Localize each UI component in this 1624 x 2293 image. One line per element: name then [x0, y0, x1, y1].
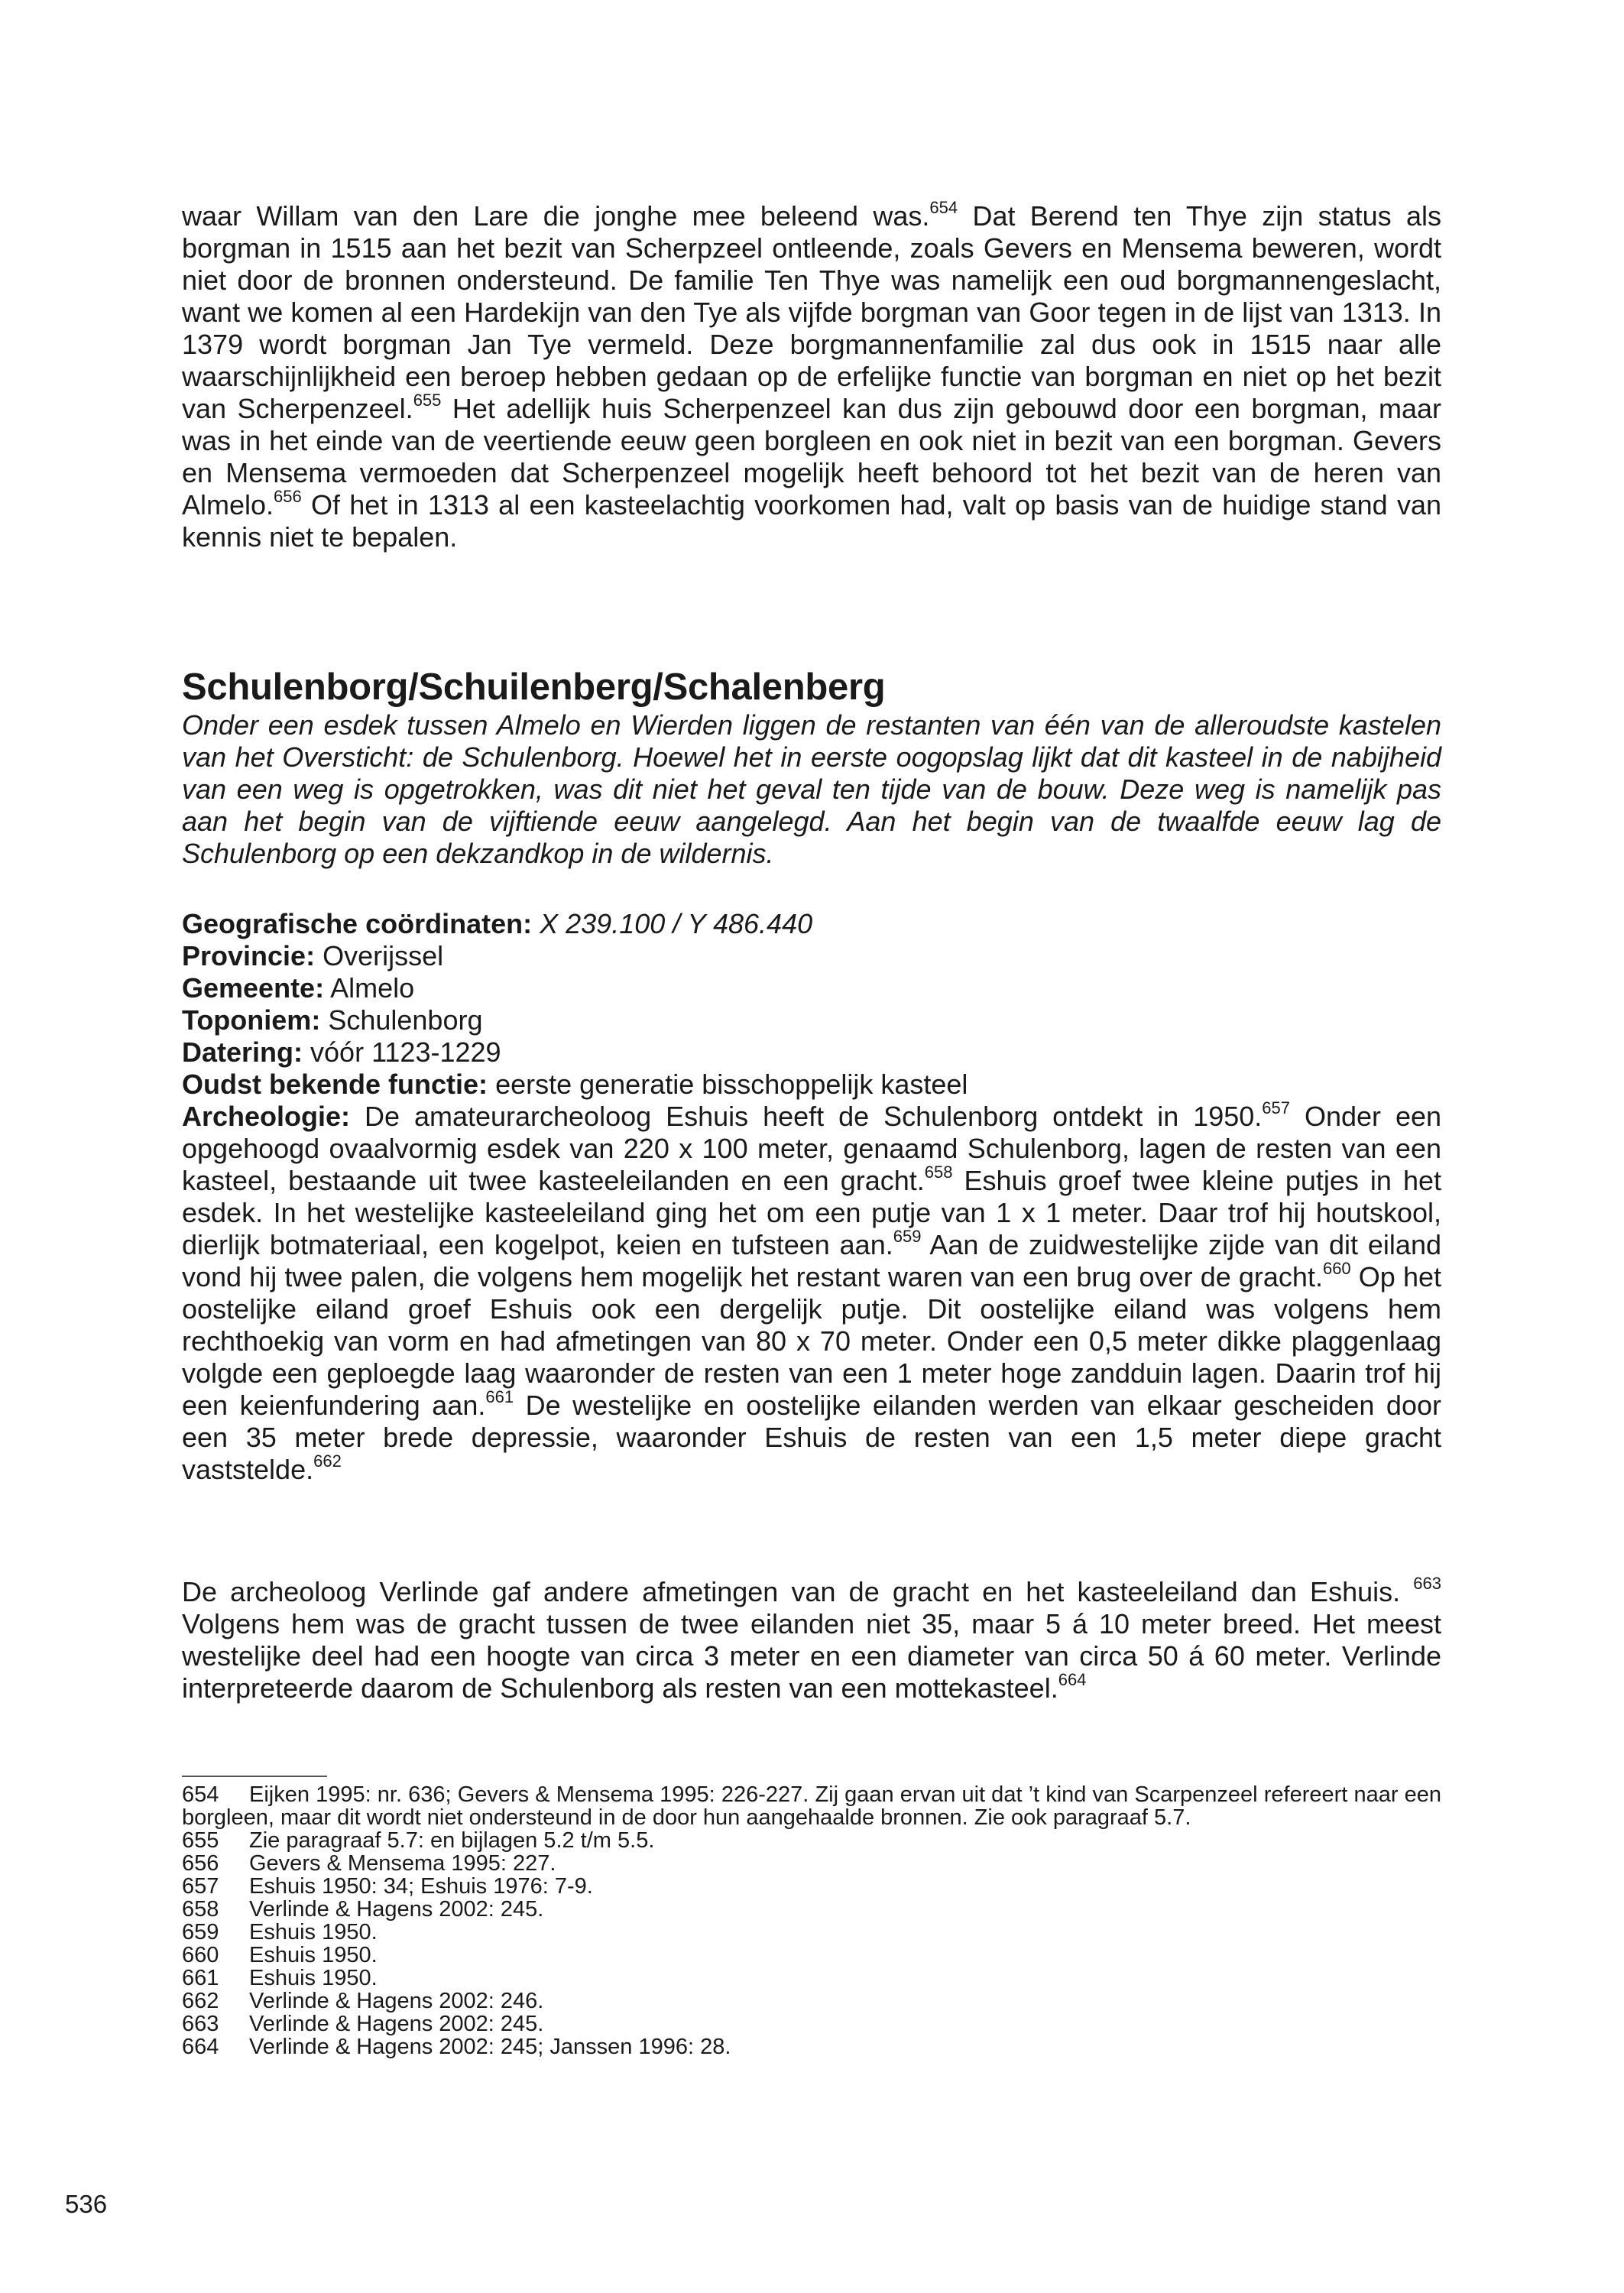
footnote-item	[182, 1967, 1441, 1990]
footnote-item	[182, 2012, 1441, 2035]
footnote-text: Zie paragraaf 5.7: en bijlagen 5.2 t/m 5.5.	[249, 1828, 655, 1853]
footnote-text: Verlinde & Hagens 2002: 245.	[249, 2012, 544, 2036]
meta-value: Overijssel	[323, 940, 444, 971]
meta-value: vóór 1123-1229	[310, 1036, 501, 1068]
text-column-top	[182, 200, 1441, 553]
meta-value: X 239.100 / Y 486.440	[540, 908, 813, 939]
footnote-item	[182, 1921, 1441, 1944]
footnote-ref: 654	[929, 198, 958, 217]
footnote-item	[182, 1783, 1441, 1829]
footnote-number: 659	[182, 1920, 219, 1944]
footnote-item	[182, 1829, 1441, 1852]
footnote-number: 654	[182, 1782, 219, 1807]
meta-gemeente	[182, 972, 1441, 1004]
meta-value: eerste generatie bisschoppelijk kasteel	[495, 1069, 968, 1100]
footnote-item	[182, 1875, 1441, 1898]
footnote-ref: 656	[274, 487, 302, 506]
footnote-ref: 662	[313, 1451, 342, 1471]
footnote-item	[182, 2035, 1441, 2058]
footnote-number: 656	[182, 1851, 219, 1876]
footnote-text: Eshuis 1950.	[249, 1943, 378, 1967]
footnote-text: Verlinde & Hagens 2002: 246.	[249, 1989, 544, 2013]
footnote-item	[182, 1944, 1441, 1967]
meta-label: Gemeente:	[182, 972, 325, 1004]
footnote-item	[182, 1990, 1441, 2012]
section-intro: Onder een esdek tussen Almelo en Wierden liggen de restanten van één van de alleroudste kastelen van het Oversticht: de Schulenborg. Hoewel het in eerste oogopslag lijkt dat dit kasteel in de nabijheid van een weg is opgetrokken, was dit niet het geval ten tijde van de bouw. Deze weg is namelijk pas aan het begin van de vijftiende eeuw aangelegd. Aan het begin van de twaalfde eeuw lag de Schulenborg op een dekzandkop in de wildernis.	[182, 709, 1441, 869]
footnote-number: 655	[182, 1828, 219, 1853]
meta-label: Archeologie:	[182, 1101, 351, 1132]
footnote-ref: 657	[1262, 1098, 1290, 1117]
footnote-number: 664	[182, 2035, 219, 2059]
footnotes	[182, 1783, 1441, 2058]
meta-value: Almelo	[330, 972, 415, 1004]
footnote-ref: 660	[1322, 1259, 1351, 1278]
text-column-verlinde	[182, 1576, 1441, 1704]
archeologie-text: De amateurarcheoloog Eshuis heeft de Schulenborg ontdekt in 1950.$^{657}$ Onder een opgehoogd ovaalvormig esdek van 220 x 100 meter, genaamd Schulenborg, lagen de resten van een kasteel, bestaande uit twee kasteeleilanden en een gracht.$^{658}$ Eshuis groef twee kleine putjes in het esdek. In het westelijke kasteeleiland ging het om een putje van 1 x 1 meter. Daar trof hij houtskool, dierlijk botmateriaal, een kogelpot, keien en tufsteen aan.$^{659}$ Aan de zuidwestelijke zijde van dit eiland vond hij twee palen, die volgens hem mogelijk het restant waren van een brug over de gracht.$^{660}$ Op het oostelijke eiland groef Eshuis ook een dergelijk putje. Dit oostelijke eiland was volgens hem rechthoekig van vorm en had afmetingen van 80 x 70 meter. Onder een 0,5 meter dikke plaggenlaag volgde een geploegde laag waaronder de resten van een 1 meter hoge zandduin lagen. Daarin trof hij een keienfundering aan.$^{661}$ De westelijke en oostelijke eilanden werden van elkaar gescheiden door een 35 meter brede depressie, waaronder Eshuis de resten van een 1,5 meter diepe gracht vaststelde.$^{662}$	[182, 1098, 1442, 1485]
paragraph-archeologie	[182, 1098, 1442, 1486]
paragraph-scherpenzeel: waar Willam van den Lare die jonghe mee beleend was.$^{654}$ Dat Berend ten Thye zijn status als borgman in 1515 aan het bezit van Scherpzeel ontleende, zoals Gevers en Mensema beweren, wordt niet door de bronnen ondersteund. De familie Ten Thye was namelijk een oud borgmannengeslacht, want we komen al een Hardekijn van den Tye als vijfde borgman van Goor tegen in de lijst van 1313. In 1379 wordt borgman Jan Tye vermeld. Deze borgmannenfamilie zal dus ook in 1515 naar alle waarschijnlijkheid een beroep hebben gedaan op de erfelijke functie van borgman en niet op het bezit van Scherpenzeel.$^{655}$ Het adellijk huis Scherpenzeel kan dus zijn gebouwd door een borgman, maar was in het einde van de veertiende eeuw geen borgleen en ook niet in bezit van een borgman. Gevers en Mensema vermoeden dat Scherpenzeel mogelijk heeft behoord tot het bezit van de heren van Almelo.$^{656}$ Of het in 1313 al een kasteelachtig voorkomen had, valt op basis van de huidige stand van kennis niet te bepalen.	[182, 198, 1441, 553]
footnote-text: Eshuis 1950.	[249, 1966, 378, 1990]
footnote-item	[182, 1898, 1441, 1921]
paragraph-verlinde: De archeoloog Verlinde gaf andere afmetingen van de gracht en het kasteeleiland dan Eshuis. $^{663}$ Volgens hem was de gracht tussen de twee eilanden niet 35, maar 5 á 10 meter breed. Het meest westelijke deel had een hoogte van circa 3 meter en een diameter van circa 50 á 60 meter. Verlinde interpreteerde daarom de Schulenborg als resten van een mottekasteel.$^{664}$	[182, 1574, 1441, 1704]
footnote-text: Verlinde & Hagens 2002: 245.	[249, 1897, 544, 1922]
footnote-text: Eshuis 1950.	[249, 1920, 378, 1944]
footnote-text: Verlinde & Hagens 2002: 245; Janssen 1996: 28.	[249, 2035, 731, 2059]
meta-datering	[182, 1036, 1441, 1069]
footnote-ref: 658	[924, 1163, 953, 1182]
footnote-text: Gevers & Mensema 1995: 227.	[249, 1851, 556, 1876]
footnote-number: 662	[182, 1989, 219, 2013]
page-number: 536	[65, 2190, 108, 2218]
meta-toponiem	[182, 1004, 1441, 1036]
footnote-text: Eijken 1995: nr. 636; Gevers & Mensema 1995: 226-227. Zij gaan ervan uit dat ’t kind van Scarpenzeel refereert naar een borgleen, maar dit wordt niet ondersteund in de door hun aangehaalde bronnen. Zie ook paragraaf 5.7.	[182, 1782, 1441, 1830]
meta-value: Schulenborg	[328, 1004, 483, 1036]
footnote-list	[182, 1783, 1441, 2058]
footnote-divider	[182, 1776, 327, 1777]
section-heading: Schulenborg/Schuilenberg/Schalenberg	[182, 666, 886, 708]
footnote-ref: 659	[893, 1227, 922, 1246]
footnote-item	[182, 1852, 1441, 1875]
meta-coordinates	[182, 908, 1441, 940]
footnote-number: 657	[182, 1874, 219, 1899]
meta-functie	[182, 1069, 1441, 1101]
meta-label: Oudst bekende functie:	[182, 1069, 488, 1100]
footnote-ref: 661	[485, 1387, 514, 1406]
meta-provincie	[182, 940, 1441, 972]
footnote-ref: 655	[413, 391, 442, 410]
footnote-number: 661	[182, 1966, 219, 1990]
footnote-number: 663	[182, 2012, 219, 2036]
metadata-block	[182, 908, 1441, 1486]
meta-label: Toponiem:	[182, 1004, 321, 1036]
footnote-number: 658	[182, 1897, 219, 1922]
section-schulenborg	[182, 665, 1441, 870]
footnote-ref: 664	[1058, 1670, 1087, 1689]
footnote-text: Eshuis 1950: 34; Eshuis 1976: 7-9.	[249, 1874, 593, 1899]
footnote-ref: 663	[1413, 1574, 1441, 1593]
meta-label: Geografische coördinaten:	[182, 908, 533, 939]
footnote-number: 660	[182, 1943, 219, 1967]
meta-label: Datering:	[182, 1036, 303, 1068]
meta-label: Provincie:	[182, 940, 316, 971]
